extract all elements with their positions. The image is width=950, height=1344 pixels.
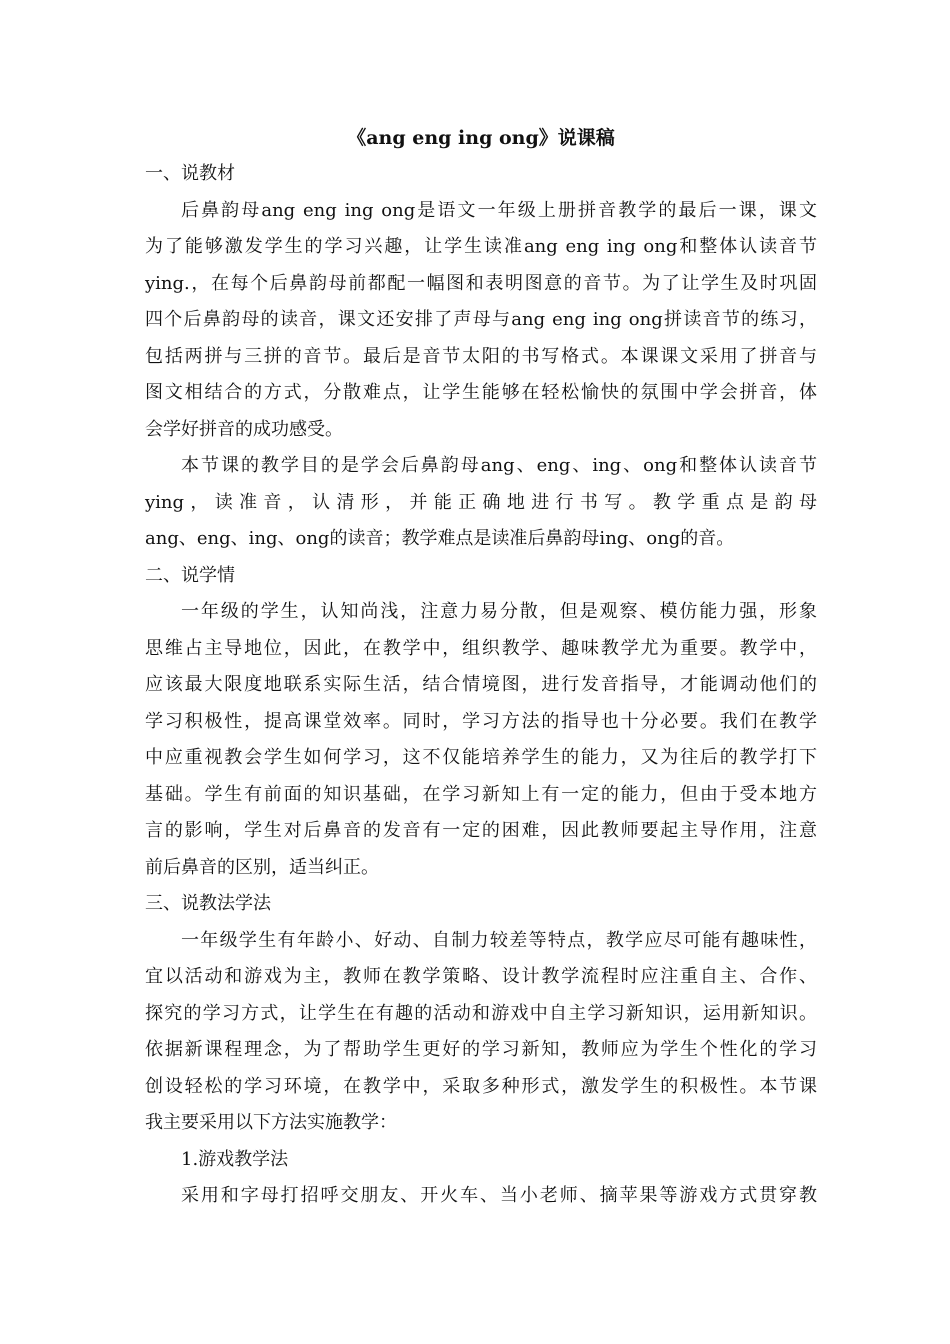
text-line: 一年级的学生，认知尚浅，注意力易分散，但是观察、模仿能力强，形象 [181, 601, 817, 622]
text-line: 思维占主导地位，因此，在教学中，组织教学、趣味教学尤为重要。教学中， [145, 637, 817, 659]
text-line: 言的影响，学生对后鼻音的发音有一定的困难，因此教师要起主导作用，注意 [145, 820, 817, 841]
section-heading-students: 二、说学情 [145, 564, 235, 586]
section-heading-methods: 三、说教法学法 [145, 893, 271, 914]
text-line: 探究的学习方式，让学生在有趣的活动和游戏中自主学习新知识，运用新知识。 [145, 1002, 817, 1024]
text-line: 后鼻韵母ang eng ing ong是语文一年级上册拼音教学的最后一课，课文 [181, 199, 817, 221]
paragraph [145, 1178, 817, 1215]
text-line: 包括两拼与三拼的音节。最后是音节太阳的书写格式。本课课文采用了拼音与 [145, 345, 817, 367]
text-line: 本节课的教学目的是学会后鼻韵母ang、eng、ing、ong和整体认读音节 [181, 455, 817, 476]
text-line: 采用和字母打招呼交朋友、开火车、当小老师、摘苹果等游戏方式贯穿教 [181, 1185, 817, 1206]
paragraph [145, 193, 817, 449]
subheading-game-method: 1.游戏教学法 [181, 1148, 289, 1170]
text-line: 依据新课程理念，为了帮助学生更好的学习新知，教师应为学生个性化的学习 [145, 1039, 817, 1060]
text-line: 图文相结合的方式，分散难点，让学生能够在轻松愉快的氛围中学会拼音，体 [145, 382, 817, 403]
text-line: ying.，在每个后鼻韵母前都配一幅图和表明图意的音节。为了让学生及时巩固 [145, 272, 817, 294]
text-line: 创设轻松的学习环境，在教学中，采取多种形式，激发学生的积极性。本节课 [145, 1075, 817, 1097]
text-line: 会学好拼音的成功感受。 [145, 418, 343, 440]
text-line: ang、eng、ing、ong的读音；教学难点是读准后鼻韵母ing、ong的音。 [145, 528, 735, 549]
document-body [145, 120, 817, 1215]
section-heading-textbook: 一、说教材 [145, 163, 235, 184]
text-line: 为了能够激发学生的学习兴趣，让学生读准ang eng ing ong和整体认读音节 [145, 236, 817, 257]
paragraph [145, 594, 817, 886]
text-line: 一年级学生有年龄小、好动、自制力较差等特点，教学应尽可能有趣味性， [181, 929, 817, 951]
text-line: 学习积极性，提高课堂效率。同时，学习方法的指导也十分必要。我们在教学 [145, 710, 817, 732]
text-line: ying，读准音，认清形，并能正确地进行书写。教学重点是韵母 [145, 491, 817, 513]
document-title: 《ang eng ing ong》说课稿 [347, 127, 615, 149]
text-line: 我主要采用以下方法实施教学： [145, 1112, 397, 1133]
paragraph [145, 923, 817, 1142]
text-line: 四个后鼻韵母的读音，课文还安排了声母与ang eng ing ong拼读音节的练习， [145, 309, 817, 330]
text-line: 宜以活动和游戏为主，教师在教学策略、设计教学流程时应注重自主、合作、 [145, 966, 817, 987]
paragraph [145, 448, 817, 558]
text-line: 中应重视教会学生如何学习，这不仅能培养学生的能力，又为往后的教学打下 [145, 747, 817, 768]
text-line: 应该最大限度地联系实际生活，结合情境图，进行发音指导，才能调动他们的 [145, 674, 817, 695]
text-line: 基础。学生有前面的知识基础，在学习新知上有一定的能力，但由于受本地方 [145, 783, 817, 805]
text-line: 前后鼻音的区别，适当纠正。 [145, 856, 379, 878]
